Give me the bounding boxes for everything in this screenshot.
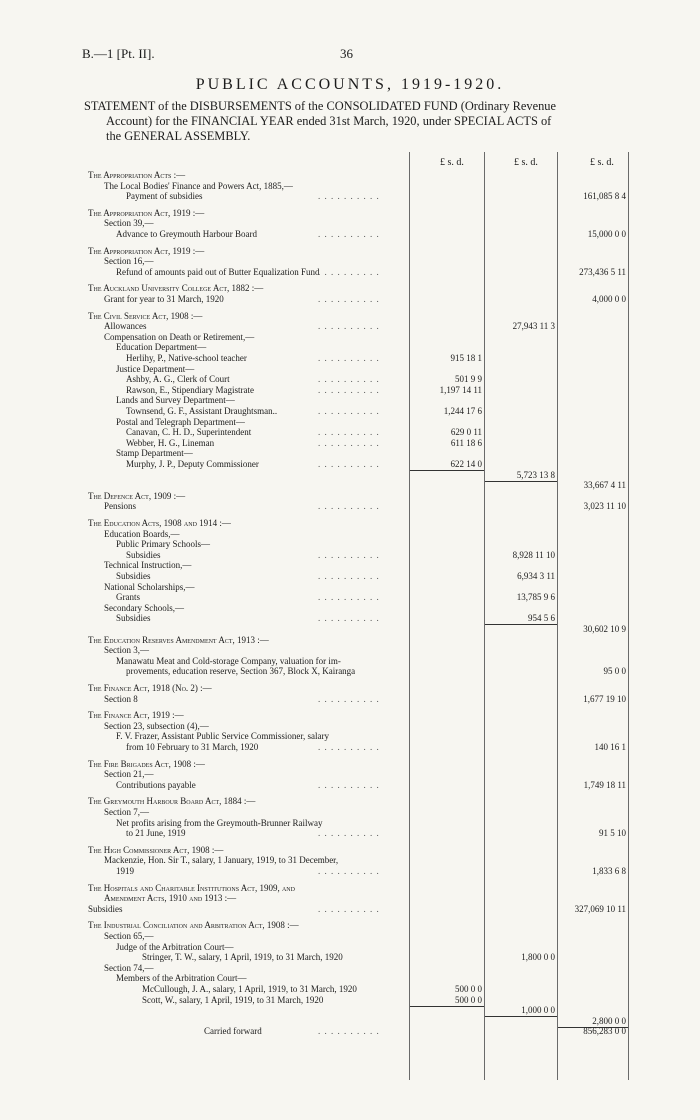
row-label: Grant for year to 31 March, 1920 [104, 294, 224, 304]
amount-c3: 161,085 8 4 [583, 191, 626, 202]
column-header-1: £ s. d. [440, 157, 464, 168]
table-row [0, 883, 700, 894]
table-row [0, 181, 700, 192]
act-heading: The Auckland University College Act, 1882 :— [88, 283, 264, 294]
table-row [0, 769, 700, 780]
row-label: Net profits arising from the Greymouth-Brunner Railway [116, 817, 323, 828]
act-heading: The Appropriation Acts :— [88, 170, 186, 180]
table-row [0, 311, 700, 322]
leader-dots: . . . . . . . . . . [318, 437, 380, 448]
leader-dots: . . . . . . . . . . [318, 828, 380, 839]
row-label: Section 74,— [104, 962, 154, 973]
leader-dots: . . . . . . . . . . [318, 353, 380, 363]
table-row [0, 656, 700, 667]
table-row [0, 342, 700, 353]
leader-dots: . . . . . . . . . . [318, 549, 380, 560]
leader-dots: . . . . . . . . . . [318, 571, 380, 581]
row-label: Scott, W., salary, 1 April, 1919, to 31 March, 1920 [142, 994, 324, 1005]
leader-dots: . . . . . . . . . . [318, 229, 380, 239]
amount-c3: 4,000 0 0 [592, 294, 626, 304]
table-row [0, 866, 700, 877]
table-row [0, 229, 700, 240]
amount-c3: 856,283 0 0 [583, 1026, 626, 1037]
amount-c3: 15,000 0 0 [587, 229, 626, 239]
amount-c3: 2,800 0 0 [592, 1015, 626, 1026]
table-row [0, 294, 700, 305]
row-label: Section 7,— [104, 807, 149, 817]
column-header-2: £ s. d. [514, 157, 538, 168]
amount-c1: 622 14 0 [450, 459, 482, 469]
row-label: Rawson, E., Stipendiary Magistrate [126, 384, 254, 395]
table-row [0, 683, 700, 694]
row-label: Subsidies [116, 613, 151, 624]
table-row [0, 845, 700, 856]
row-label: Murphy, J. P., Deputy Commissioner [126, 459, 259, 469]
row-label: Townsend, G. F., Assistant Draughtsman.. [126, 406, 278, 416]
row-label: Manawatu Meat and Cold-storage Company, valuation for im- [116, 655, 341, 666]
table-row [0, 267, 700, 278]
act-heading: The Appropriation Act, 1919 :— [88, 245, 205, 256]
row-label: 1919 [116, 866, 134, 876]
table-row [0, 560, 700, 571]
page-title: PUBLIC ACCOUNTS, 1919-1920. [195, 76, 505, 93]
table-row [0, 780, 700, 791]
amount-c1: 915 18 1 [450, 353, 482, 363]
table-row [0, 374, 700, 385]
row-label: Education Department— [116, 342, 207, 353]
table-row [0, 603, 700, 614]
row-label: provements, education reserve, Section 367, Block X, Kairanga [126, 666, 356, 677]
act-heading: The Fire Brigades Act, 1908 :— [88, 758, 205, 769]
row-label: Herlihy, P., Native-school teacher [126, 353, 247, 363]
table-row [0, 855, 700, 866]
row-label: Ashby, A. G., Clerk of Court [126, 374, 230, 385]
table-row [0, 529, 700, 540]
table-row [0, 539, 700, 550]
table-row [0, 818, 700, 829]
row-label: Webber, H. G., Lineman [126, 437, 215, 448]
row-label: Section 21,— [104, 769, 154, 780]
row-label: McCullough, J. A., salary, 1 April, 1919, to 31 March, 1920 [142, 984, 357, 994]
row-label: from 10 February to 31 March, 1920 [126, 742, 259, 752]
table-row [0, 920, 700, 931]
amount-c3: 91 5 10 [599, 828, 626, 839]
table-row [0, 385, 700, 396]
table-row [0, 550, 700, 561]
amount-c3: 1,749 18 11 [583, 779, 626, 790]
table-row [0, 624, 700, 635]
table-row [0, 582, 700, 593]
leader-dots: . . . . . . . . . . [318, 406, 380, 416]
amount-c3: 327,069 10 11 [574, 903, 626, 914]
row-label: Justice Department— [116, 363, 195, 374]
amount-c1: 501 9 9 [455, 374, 482, 385]
row-label: to 21 June, 1919 [126, 828, 186, 839]
table-row [0, 1005, 700, 1016]
act-heading: The Education Acts, 1908 and 1914 :— [88, 518, 231, 528]
table-row [0, 256, 700, 267]
leader-dots: . . . . . . . . . . [318, 374, 380, 385]
table-row [0, 931, 700, 942]
act-heading: The Finance Act, 1918 (No. 2) :— [88, 683, 212, 693]
table-row [0, 191, 700, 202]
row-label: Secondary Schools,— [104, 602, 184, 613]
table-row [0, 417, 700, 428]
table-row [0, 246, 700, 257]
table-row [0, 592, 700, 603]
row-label: Canavan, C. H. D., Superintendent [126, 427, 252, 438]
table-row [0, 395, 700, 406]
table-row [0, 742, 700, 753]
row-label: Subsidies [88, 903, 123, 914]
row-label: Allowances [104, 321, 147, 332]
amount-c1: 1,244 17 6 [443, 406, 482, 416]
statement-line: the GENERAL ASSEMBLY. [106, 129, 251, 143]
table-row [0, 438, 700, 449]
table-row [0, 613, 700, 624]
table-row [0, 470, 700, 481]
amount-c3: 33,667 4 11 [583, 480, 626, 491]
table-row [0, 645, 700, 656]
table-row [0, 984, 700, 995]
act-heading: The Finance Act, 1919 :— [88, 710, 184, 721]
row-label: Subsidies [126, 549, 161, 560]
table-row [0, 635, 700, 646]
row-label: Payment of subsidies [126, 191, 203, 202]
table-row [0, 406, 700, 417]
statement-line: STATEMENT of the DISBURSEMENTS of the CONSOLIDATED FUND (Ordinary Revenue [84, 99, 556, 113]
row-label: Education Boards,— [104, 528, 180, 539]
table-row [0, 973, 700, 984]
amount-c1: 1,197 14 11 [439, 384, 482, 395]
act-heading: The Education Reserves Amendment Act, 1913 :— [88, 634, 269, 645]
amount-c2: 6,934 3 11 [517, 571, 555, 581]
leader-dots: . . . . . . . . . . [318, 903, 380, 914]
leader-dots: . . . . . . . . . . [318, 693, 380, 704]
amount-c2: 8,928 11 10 [512, 549, 555, 560]
row-label: Refund of amounts paid out of Butter Equalization Fund [116, 266, 320, 277]
row-label: Compensation on Death or Retirement,— [104, 331, 255, 342]
table-row [0, 448, 700, 459]
table-row [0, 942, 700, 953]
table-row [0, 796, 700, 807]
table-row [0, 170, 700, 181]
table-row [0, 731, 700, 742]
amount-c2: 1,800 0 0 [521, 952, 555, 963]
row-label: Stamp Department— [116, 448, 193, 459]
row-label: Section 16,— [104, 256, 154, 267]
act-heading: The Civil Service Act, 1908 :— [88, 310, 203, 321]
amount-c3: 95 0 0 [603, 666, 626, 677]
table-row [0, 828, 700, 839]
act-heading: The Greymouth Harbour Board Act, 1884 :— [88, 796, 256, 807]
row-label: Section 65,— [104, 931, 154, 941]
row-label: Grants [116, 592, 140, 603]
amount-c2: 27,943 11 3 [512, 321, 555, 332]
table-row [0, 208, 700, 219]
amount-c3: 30,602 10 9 [583, 624, 626, 634]
act-heading: The Defence Act, 1909 :— [88, 490, 186, 501]
leader-dots: . . . . . . . . . . [318, 459, 380, 469]
amount-c3: 273,436 5 11 [579, 266, 626, 277]
row-label: Carried forward [204, 1026, 262, 1037]
table-row [0, 710, 700, 721]
row-label: Judge of the Arbitration Court— [116, 941, 234, 952]
row-label: Contributions payable [116, 779, 196, 790]
leader-dots: . . . . . . . . . . [318, 779, 380, 790]
act-heading: The Industrial Conciliation and Arbitration Act, 1908 :— [88, 920, 299, 931]
table-row [0, 1016, 700, 1027]
row-label: Members of the Arbitration Court— [116, 973, 247, 984]
row-label: National Scholarships,— [104, 581, 195, 592]
table-row [0, 491, 700, 502]
row-label: Section 8 [104, 693, 138, 704]
table-row [0, 283, 700, 294]
table-row [0, 480, 700, 491]
amount-c3: 3,023 11 10 [583, 501, 626, 512]
amount-c2: 1,000 0 0 [521, 1005, 555, 1016]
table-row [0, 807, 700, 818]
table-row [0, 666, 700, 677]
leader-dots: . . . . . . . . . . [318, 742, 380, 752]
row-label: Stringer, T. W., salary, 1 April, 1919, to 31 March, 1920 [142, 952, 343, 963]
row-label: The Local Bodies' Finance and Powers Act, 1885,— [104, 180, 293, 191]
page-reference: B.—1 [Pt. II]. [82, 46, 155, 61]
row-label: Section 23, subsection (4),— [104, 720, 209, 731]
table-row [0, 459, 700, 470]
leader-dots: . . . . . . . . . . [318, 191, 380, 202]
leader-dots: . . . . . . . . . . [318, 294, 380, 304]
act-heading: Amendment Acts, 1910 and 1913 :— [104, 893, 237, 904]
column-header-3: £ s. d. [590, 157, 614, 168]
table-row [0, 1026, 700, 1037]
leader-dots: . . . . . . . . . . [318, 427, 380, 438]
page-number: 36 [340, 46, 353, 61]
leader-dots: . . . . . . . . . . [318, 321, 380, 332]
table-row [0, 759, 700, 770]
row-label: Lands and Survey Department— [116, 395, 235, 406]
table-row [0, 353, 700, 364]
amount-c3: 140 16 1 [594, 742, 626, 752]
table-row [0, 571, 700, 582]
leader-dots: . . . . . . . . . . [318, 266, 380, 277]
leader-dots: . . . . . . . . . . [318, 592, 380, 603]
act-heading: The High Commissioner Act, 1908 :— [88, 844, 224, 855]
amount-c1: 629 0 11 [450, 427, 482, 438]
row-label: F. V. Frazer, Assistant Public Service Commissioner, salary [116, 731, 329, 742]
table-row [0, 893, 700, 904]
row-label: Section 39,— [104, 218, 154, 229]
table-row [0, 904, 700, 915]
leader-dots: . . . . . . . . . . [318, 1026, 380, 1037]
table-row [0, 427, 700, 438]
row-label: Technical Instruction,— [104, 560, 192, 571]
table-row [0, 518, 700, 529]
table-row [0, 952, 700, 963]
leader-dots: . . . . . . . . . . [318, 866, 380, 876]
amount-c3: 1,677 19 10 [583, 693, 626, 704]
row-label: Public Primary Schools— [116, 539, 210, 550]
amount-c2: 13,785 9 6 [516, 592, 555, 603]
row-label: Subsidies [116, 571, 151, 581]
amount-c2: 5,723 13 8 [516, 469, 555, 480]
row-label: Postal and Telegraph Department— [116, 416, 245, 427]
leader-dots: . . . . . . . . . . [318, 501, 380, 512]
row-label: Mackenzie, Hon. Sir T., salary, 1 January, 1919, to 31 December, [104, 855, 339, 866]
table-row [0, 364, 700, 375]
table-row [0, 501, 700, 512]
statement-line: Account) for the FINANCIAL YEAR ended 31st March, 1920, under SPECIAL ACTS of [106, 114, 552, 128]
table-row [0, 218, 700, 229]
leader-dots: . . . . . . . . . . [318, 613, 380, 624]
leader-dots: . . . . . . . . . . [318, 384, 380, 395]
row-label: Section 3,— [104, 645, 149, 656]
row-label: Advance to Greymouth Harbour Board [116, 229, 257, 239]
table-row [0, 963, 700, 974]
act-heading: The Appropriation Act, 1919 :— [88, 207, 205, 218]
act-heading: The Hospitals and Charitable Institutions Act, 1909, and [88, 882, 295, 893]
table-row [0, 721, 700, 732]
table-row [0, 332, 700, 343]
amount-c1: 500 0 0 [455, 984, 482, 994]
amount-c1: 611 18 6 [450, 437, 482, 448]
table-row [0, 995, 700, 1006]
table-row [0, 694, 700, 705]
table-row [0, 321, 700, 332]
amount-c2: 954 5 6 [528, 613, 555, 624]
row-label: Pensions [104, 501, 137, 512]
amount-c1: 500 0 0 [455, 994, 482, 1005]
amount-c3: 1,833 6 8 [592, 866, 626, 876]
